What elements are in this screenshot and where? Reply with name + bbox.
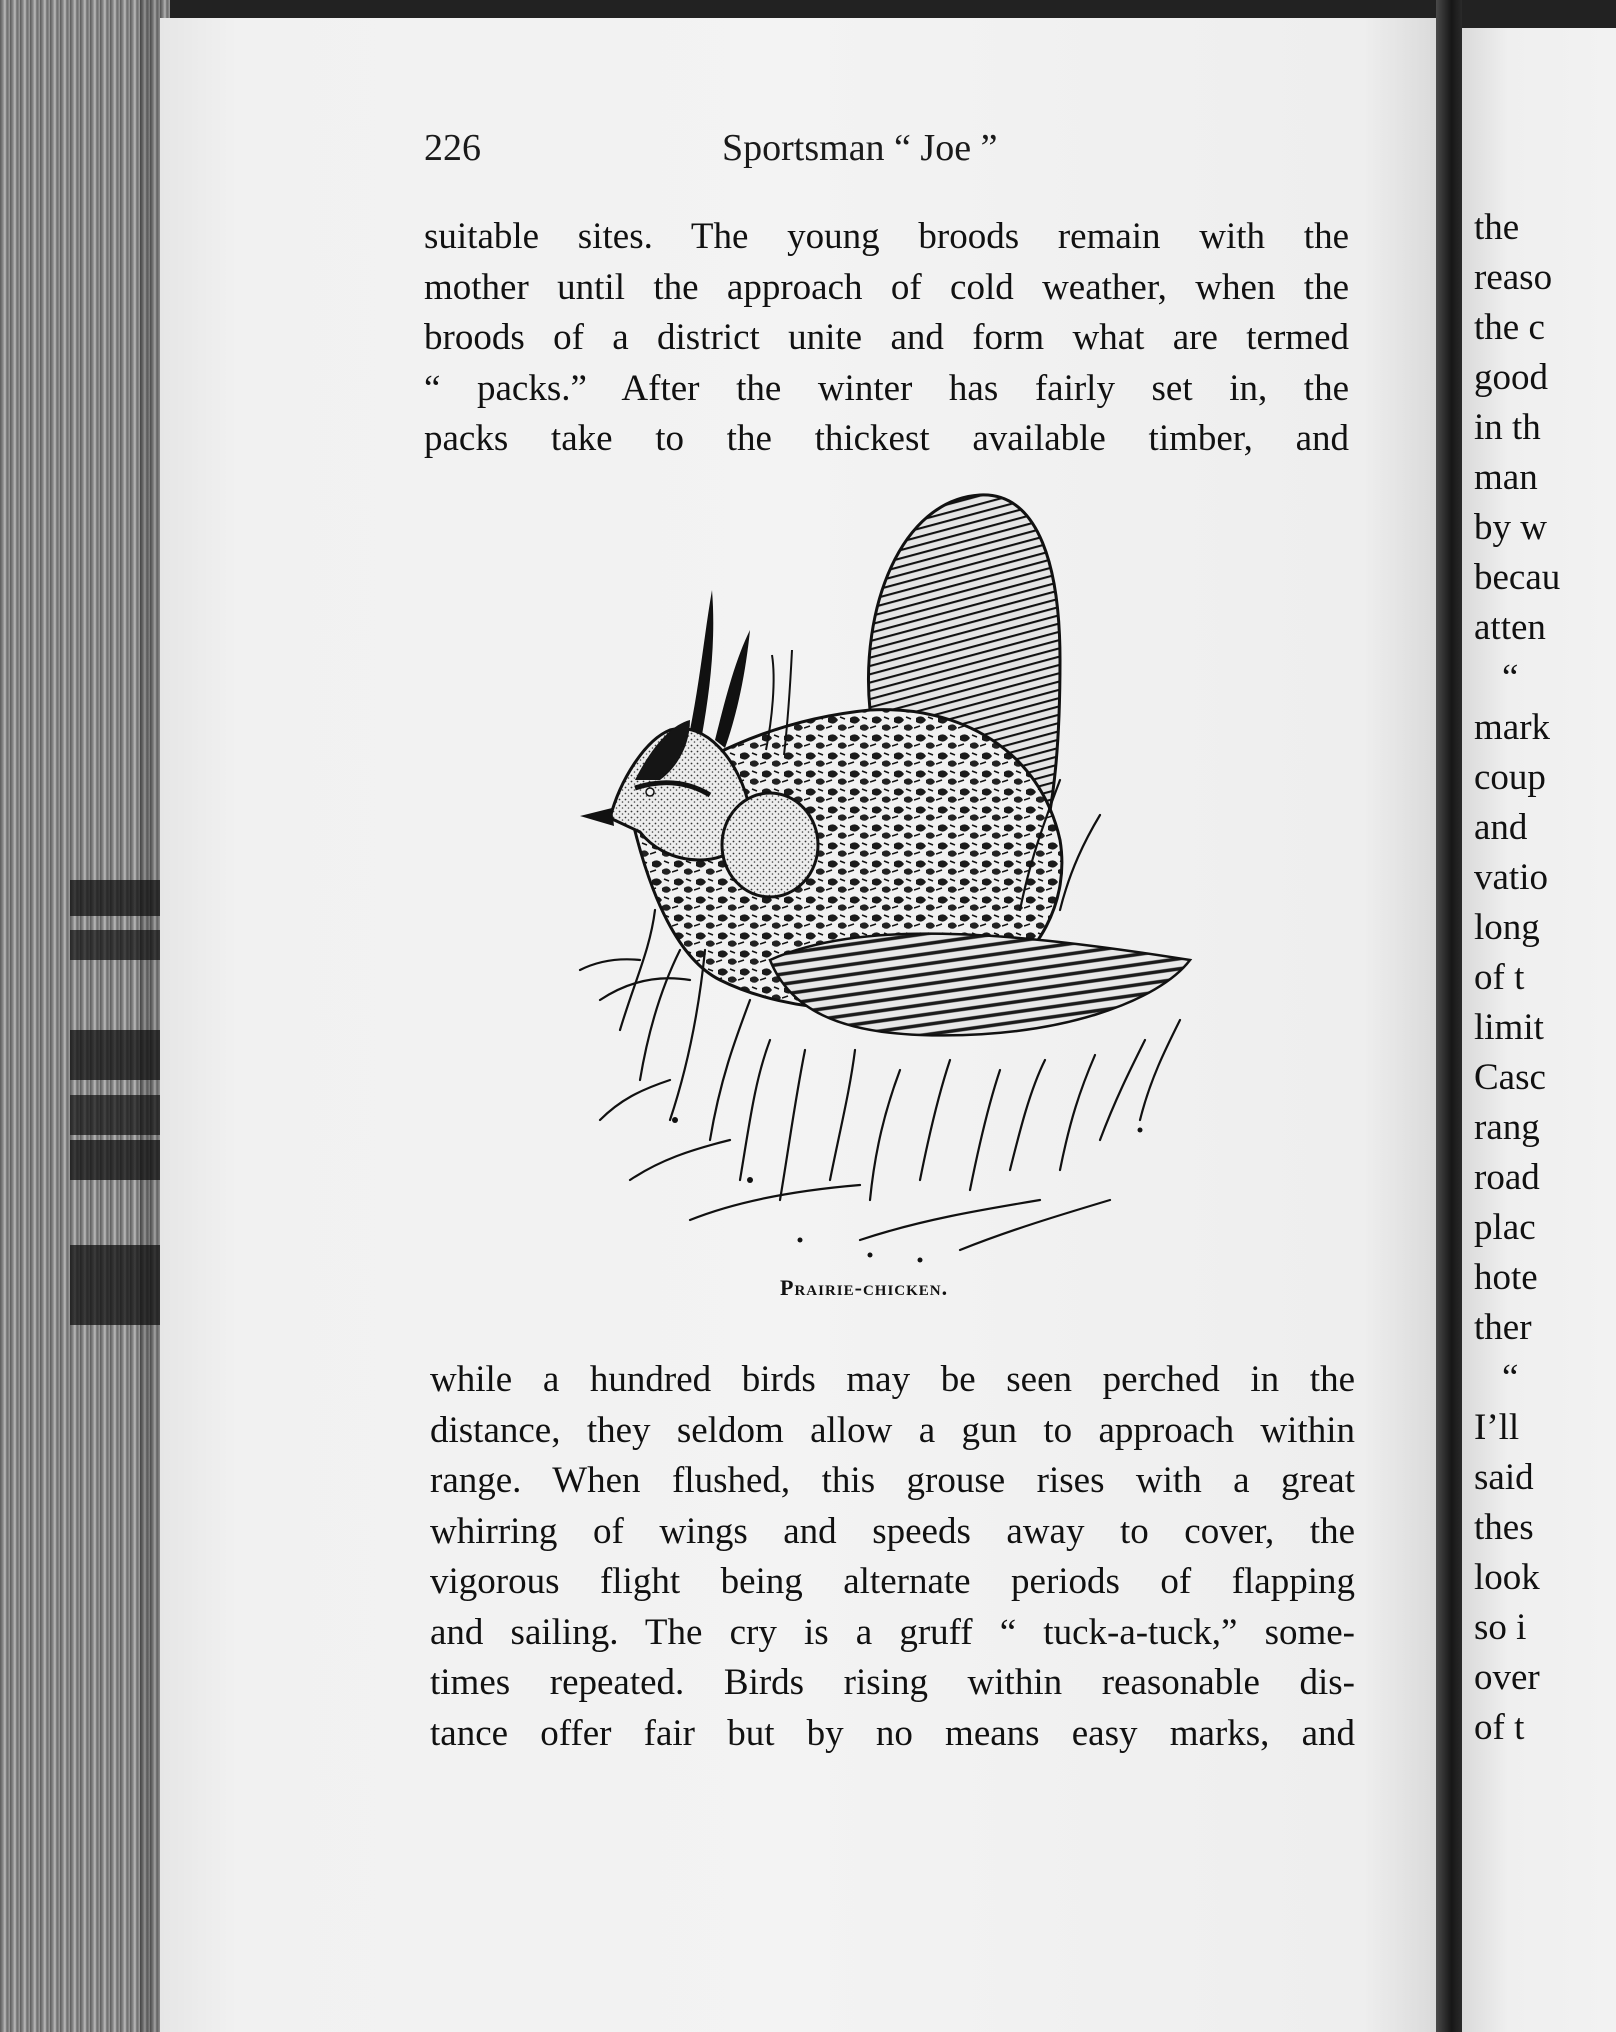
text-line: tance offer fair but by no means easy marks, and	[430, 1712, 1355, 1754]
text-line: of t	[1474, 1707, 1525, 1748]
text-line: rang	[1474, 1107, 1540, 1148]
text-line: of t	[1474, 957, 1525, 998]
text-line: and sailing. The cry is a gruff “ tuck-a-tuck,” some-	[430, 1611, 1355, 1653]
text-line: look	[1474, 1557, 1540, 1598]
text-line: said	[1474, 1457, 1534, 1498]
text-line: becau	[1474, 557, 1561, 598]
text-line: the c	[1474, 307, 1545, 348]
text-line: coup	[1474, 757, 1546, 798]
text-line: road	[1474, 1157, 1540, 1198]
edge-mark	[70, 1030, 160, 1080]
text-line: so i	[1474, 1607, 1527, 1648]
page-number: 226	[424, 127, 481, 169]
edge-mark	[70, 1245, 160, 1325]
paragraph-top	[424, 212, 1349, 465]
text-line: “	[1502, 657, 1519, 698]
text-line: vatio	[1474, 857, 1548, 898]
text-line: suitable sites. The young broods remain with the	[424, 216, 1349, 257]
text-line: reaso	[1474, 257, 1553, 298]
text-line: broods of a district unite and form what are termed	[424, 317, 1349, 358]
text-line: distance, they seldom allow a gun to approach within	[430, 1409, 1355, 1451]
running-head: Sportsman “ Joe ”	[722, 127, 998, 169]
figure-caption: Prairie-chicken.	[780, 1275, 949, 1300]
book-gutter	[1436, 0, 1462, 2032]
text-line: good	[1474, 357, 1548, 398]
right-page	[1462, 28, 1616, 2032]
text-line: mark	[1474, 707, 1551, 748]
paragraph-bottom	[430, 1355, 1355, 1759]
text-line: and	[1474, 807, 1528, 848]
text-line: “ packs.” After the winter has fairly set in, the	[424, 367, 1349, 409]
edge-mark	[70, 1095, 160, 1135]
text-line: plac	[1474, 1207, 1536, 1248]
text-line: Casc	[1474, 1057, 1546, 1098]
text-line: range. When flushed, this grouse rises with a great	[430, 1460, 1355, 1501]
text-line: limit	[1474, 1007, 1544, 1048]
text-line: “	[1502, 1357, 1519, 1398]
text-line: whirring of wings and speeds away to cover, the	[430, 1510, 1355, 1552]
edge-mark	[70, 880, 160, 916]
text-line: I’ll	[1474, 1407, 1520, 1448]
text-line: ther	[1474, 1307, 1532, 1348]
text-line: packs take to the thickest available timber, and	[424, 418, 1349, 459]
text-line: over	[1474, 1657, 1540, 1698]
text-line: man	[1474, 457, 1538, 498]
text-line: the	[1474, 207, 1520, 248]
text-line: hote	[1474, 1257, 1538, 1298]
text-line: in th	[1474, 407, 1541, 448]
text-line: vigorous flight being alternate periods of flapping	[430, 1561, 1355, 1602]
text-line: long	[1474, 907, 1540, 948]
edge-mark	[70, 930, 160, 960]
prairie-chicken-illustration	[540, 480, 1260, 1270]
text-line: while a hundred birds may be seen perched in the	[430, 1359, 1355, 1400]
text-line: thes	[1474, 1507, 1534, 1548]
text-line: atten	[1474, 607, 1546, 648]
text-line: by w	[1474, 507, 1547, 548]
text-line: times repeated. Birds rising within reasonable dis-	[430, 1662, 1355, 1703]
text-line: mother until the approach of cold weather, when the	[424, 266, 1349, 308]
edge-mark	[70, 1140, 160, 1180]
page-edges	[0, 0, 170, 2032]
